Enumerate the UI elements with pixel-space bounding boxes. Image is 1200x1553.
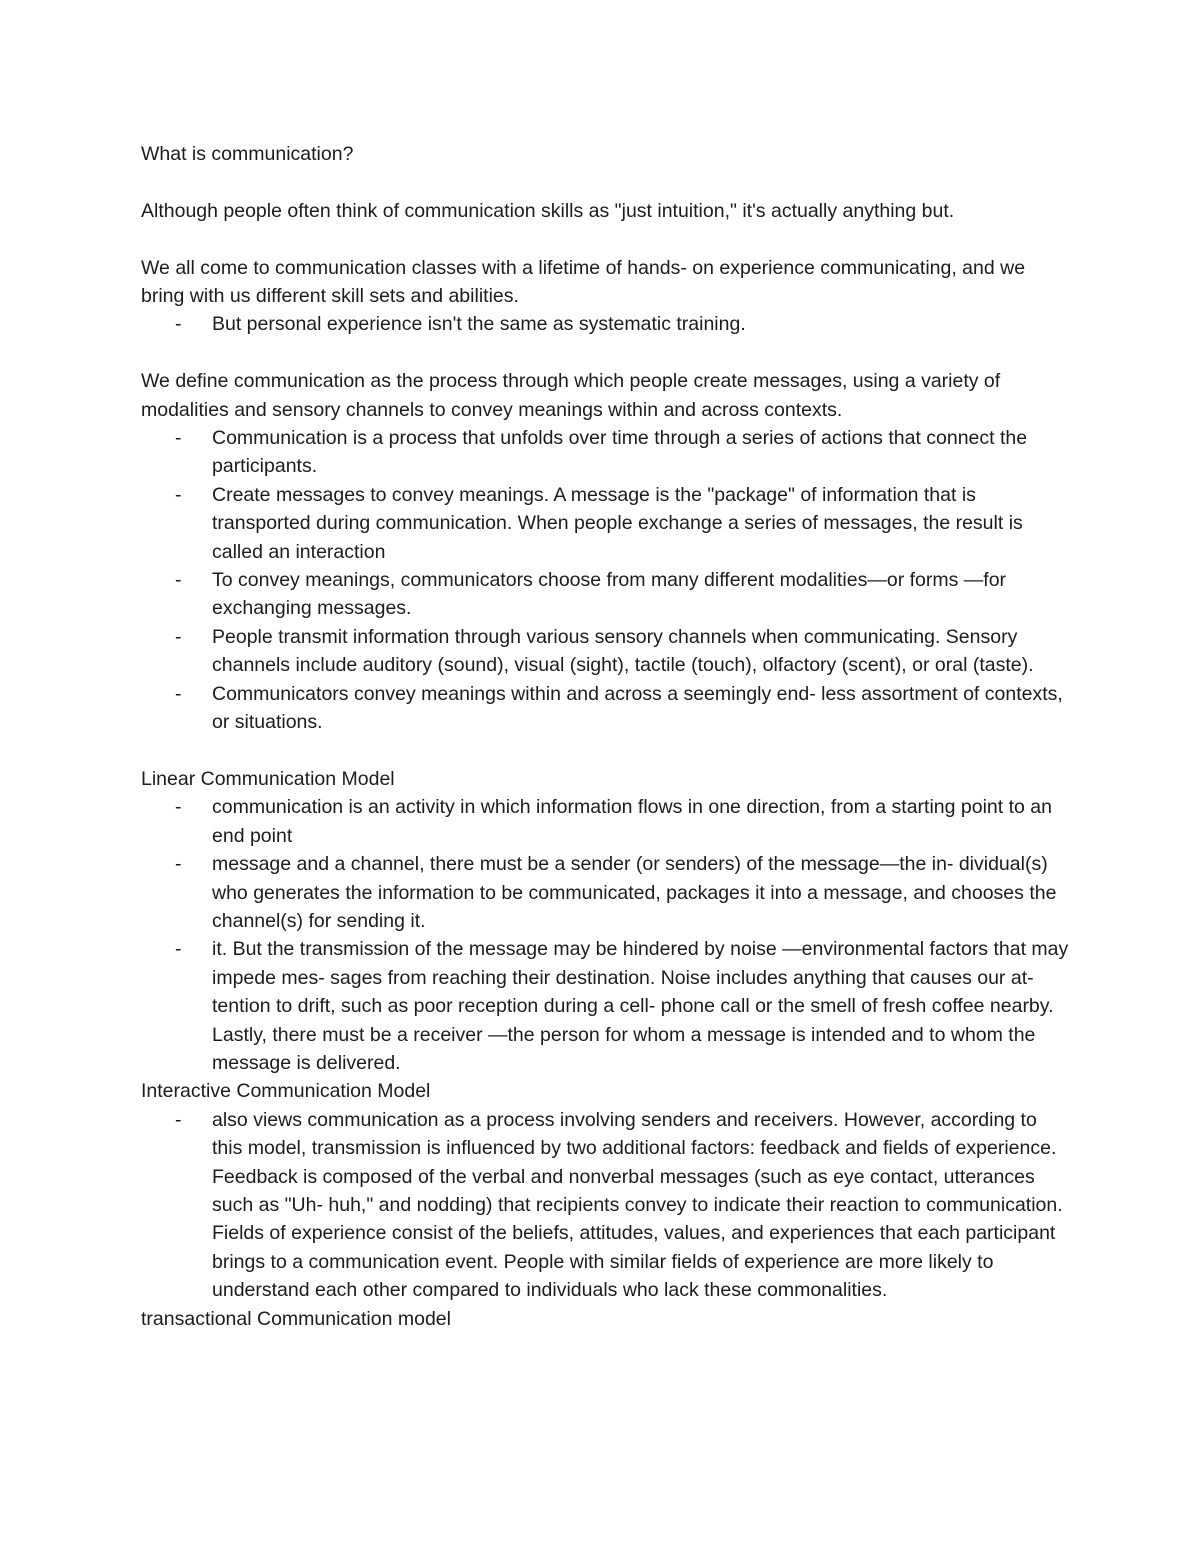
bullet-dash: - — [175, 682, 182, 705]
document-title: What is communication? — [141, 143, 354, 165]
spacer — [141, 225, 1071, 253]
list-item: - it. But the transmission of the message may be hindered by noise —environmental factors that may impede mes- sages from reaching their destination. Noise includes anything that causes our at- tention to drift, such as poor reception during a cell- phone call or the smell of fresh coffee nearby. Lastly, there must be a receiver —the person for whom a message is intended and to whom the message is delivered. — [212, 935, 1071, 1077]
interactive-model-list — [141, 1106, 1071, 1305]
bullet-dash: - — [175, 853, 182, 876]
list-item: - communication is an activity in which information flows in one direction, from a starting point to an end point — [212, 793, 1071, 850]
list-item: - To convey meanings, communicators choose from many different modalities—or forms —for exchanging messages. — [212, 566, 1071, 623]
transactional-model-heading: transactional Communication model — [141, 1307, 451, 1330]
bullet-dash: - — [175, 427, 182, 450]
document-page — [141, 140, 1071, 1333]
intro-paragraph: Although people often think of communication skills as "just intuition," it's actually anything but. — [141, 199, 955, 222]
definition-paragraph: We define communication as the process through which people create messages, using a variety of modalities and sensory channels to convey meanings within and across contexts. — [141, 370, 1001, 421]
linear-model-heading: Linear Communication Model — [141, 767, 395, 790]
interactive-model-heading: Interactive Communication Model — [141, 1080, 431, 1103]
bullet-dash: - — [175, 938, 182, 961]
spacer — [141, 339, 1071, 367]
bullet-dash: - — [175, 625, 182, 648]
list-item: - Create messages to convey meanings. A message is the "package" of information that is transported during communication. When people exchange a series of messages, the result is called an interaction — [212, 481, 1071, 566]
list-item: - People transmit information through various sensory channels when communicating. Sensory channels include auditory (sound), visual (sight), tactile (touch), olfactory (scent), or oral (taste). — [212, 623, 1071, 680]
bullet-dash: - — [175, 483, 182, 506]
list-item: - message and a channel, there must be a sender (or senders) of the message—the in- dividual(s) who generates the information to be communicated, packages it into a message, and chooses the channel(s) for sending it. — [212, 850, 1071, 935]
list-item: - Communication is a process that unfolds over time through a series of actions that connect the participants. — [212, 424, 1071, 481]
bullet-dash: - — [175, 569, 182, 592]
list-item: - also views communication as a process involving senders and receivers. However, according to this model, transmission is influenced by two additional factors: feedback and fields of experience. Feedback is composed of the verbal and nonverbal messages (such as eye contact, utterances such as "Uh- huh," and nodding) that recipients convey to indicate their reaction to communication. Fields of experience consist of the beliefs, attitudes, values, and experiences that each participant brings to a communication event. People with similar fields of experience are more likely to understand each other compared to individuals who lack these commonalities. — [212, 1106, 1071, 1305]
spacer — [141, 168, 1071, 196]
bullet-dash: - — [175, 1108, 182, 1131]
experience-paragraph: We all come to communication classes with a lifetime of hands- on experience communicating, and we bring with us different skill sets and abilities. — [141, 256, 1026, 307]
list-item: - Communicators convey meanings within and across a seemingly end- less assortment of contexts, or situations. — [212, 680, 1071, 737]
spacer — [141, 736, 1071, 764]
bullet-dash: - — [175, 313, 182, 336]
list-item: - But personal experience isn't the same as systematic training. — [212, 310, 1071, 338]
experience-list — [141, 310, 1071, 338]
definition-list — [141, 424, 1071, 736]
bullet-dash: - — [175, 796, 182, 819]
linear-model-list — [141, 793, 1071, 1077]
